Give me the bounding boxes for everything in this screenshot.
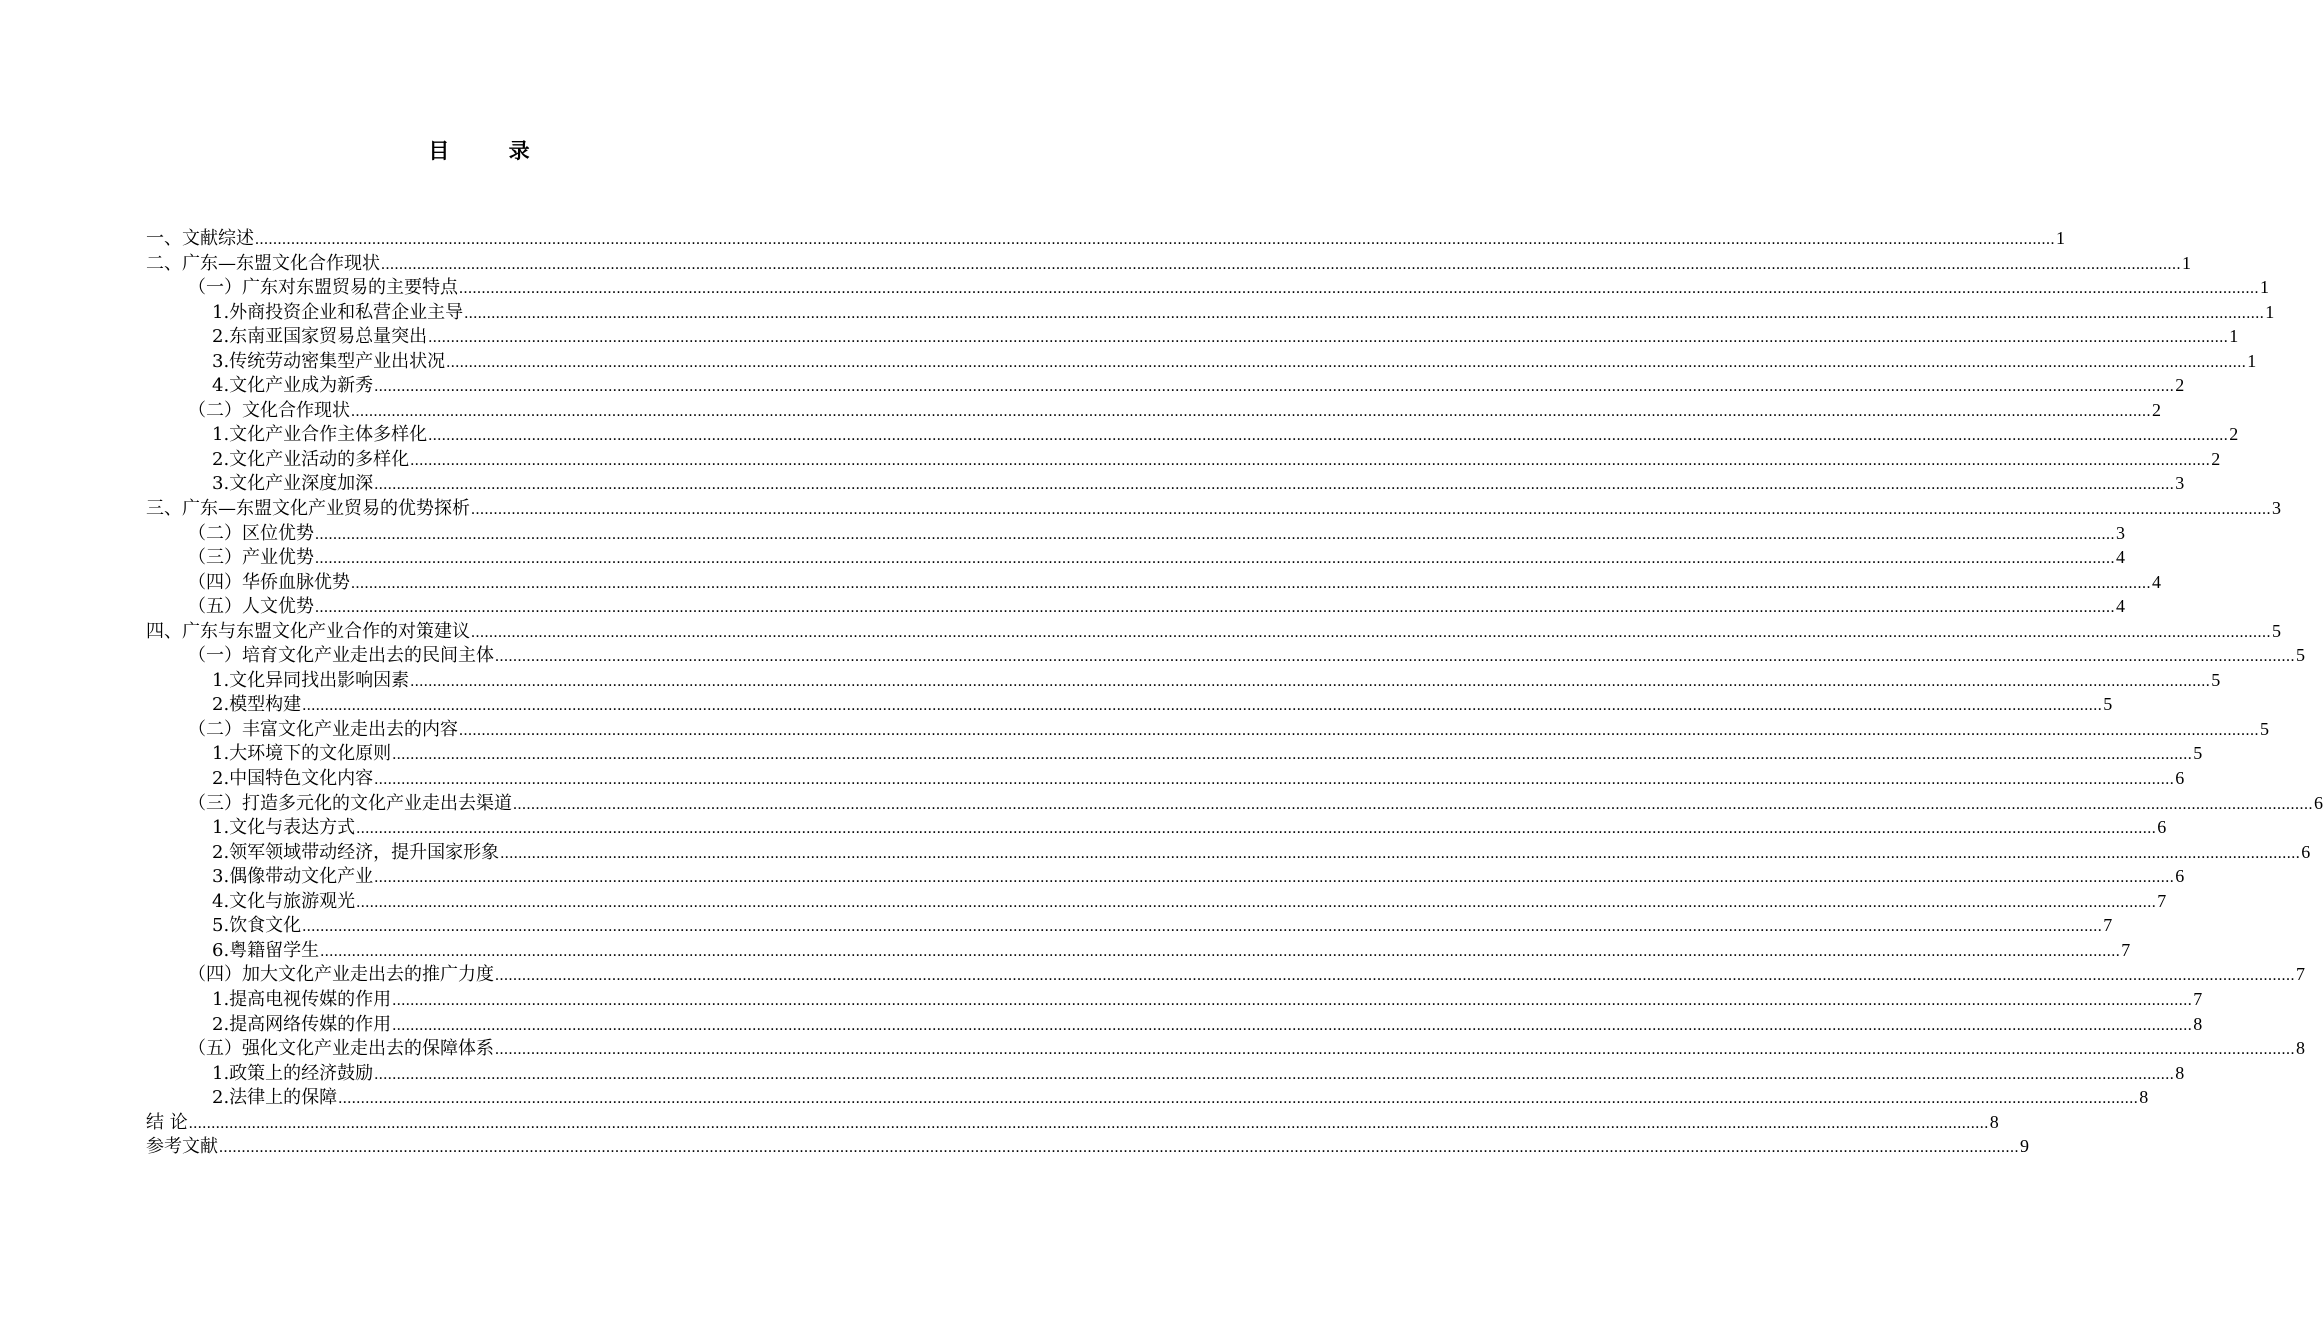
toc-entry-page: 5	[2211, 669, 2221, 690]
toc-entry[interactable]	[146, 668, 2221, 693]
toc-entry-page: 8	[2296, 1038, 2305, 1059]
toc-dot-leader: ................................................................................................................................................................................................................................................................................................................................................................................................................	[255, 231, 2055, 248]
toc-dot-leader: ................................................................................................................................................................................................................................................................................................................................................................................................................	[315, 599, 2115, 617]
toc-entry[interactable]	[146, 864, 2185, 889]
toc-entry-page: 7	[2296, 964, 2305, 985]
toc-dot-leader: ................................................................................................................................................................................................................................................................................................................................................................................................................	[219, 1139, 2019, 1157]
toc-entry-page: 8	[2139, 1087, 2149, 1108]
toc-entry-label: 2.模型构建	[212, 694, 302, 716]
toc-entry-label: （二）文化合作现状	[188, 399, 350, 421]
toc-entry-label: 1.大环境下的文化原则	[212, 743, 392, 765]
toc-entry-page: 8	[2175, 1062, 2185, 1083]
toc-entry[interactable]	[146, 349, 2257, 374]
toc-entry-page: 1	[2247, 350, 2257, 371]
toc-entry-page: 6	[2314, 792, 2323, 813]
toc-entry-page: 2	[2211, 448, 2221, 469]
toc-entry-page: 6	[2175, 866, 2185, 887]
toc-entry-label: （二）丰富文化产业走出去的内容	[188, 718, 458, 740]
toc-entry-page: 1	[2182, 252, 2191, 273]
toc-entry-page: 5	[2193, 743, 2203, 764]
toc-entry-page: 4	[2116, 596, 2125, 617]
toc-entry[interactable]	[146, 1110, 1999, 1135]
toc-dot-leader: ................................................................................................................................................................................................................................................................................................................................................................................................................	[374, 869, 2175, 887]
toc-dot-leader: ................................................................................................................................................................................................................................................................................................................................................................................................................	[356, 893, 2157, 911]
toc-entry-page: 8	[1989, 1111, 1999, 1132]
toc-entry-label: 2.法律上的保障	[212, 1087, 338, 1109]
toc-entry-label: 1.政策上的经济鼓励	[212, 1062, 374, 1084]
toc-dot-leader: ................................................................................................................................................................................................................................................................................................................................................................................................................	[356, 820, 2157, 838]
toc-entry-label: 1.文化产业合作主体多样化	[212, 424, 428, 446]
toc-entry[interactable]	[146, 1012, 2203, 1037]
toc-entry-page: 5	[2272, 620, 2281, 641]
toc-entry-label: （二）区位优势	[188, 522, 314, 544]
toc-entry[interactable]	[146, 570, 2161, 595]
toc-dot-leader: ................................................................................................................................................................................................................................................................................................................................................................................................................	[315, 525, 2115, 543]
toc-entry[interactable]	[146, 275, 2269, 300]
toc-entry-page: 7	[2157, 890, 2167, 911]
toc-entry-label: 参考文献	[146, 1136, 218, 1158]
toc-entry-label: 4.文化产业成为新秀	[212, 375, 374, 397]
toc-entry-label: （一）广东对东盟贸易的主要特点	[188, 277, 458, 299]
toc-entry-page: 5	[2103, 694, 2113, 715]
toc-dot-leader: ................................................................................................................................................................................................................................................................................................................................................................................................................	[410, 451, 2211, 469]
toc-title: 目 录	[428, 138, 556, 163]
toc-dot-leader: ................................................................................................................................................................................................................................................................................................................................................................................................................	[428, 427, 2229, 445]
toc-dot-leader: ................................................................................................................................................................................................................................................................................................................................................................................................................	[495, 1041, 2295, 1059]
toc-entry-label: 6.粤籍留学生	[212, 939, 320, 961]
toc-dot-leader: ................................................................................................................................................................................................................................................................................................................................................................................................................	[495, 648, 2295, 666]
toc-entry[interactable]	[146, 496, 2281, 521]
toc-entry[interactable]	[146, 840, 2311, 865]
toc-entry[interactable]	[146, 913, 2113, 938]
toc-dot-leader: ................................................................................................................................................................................................................................................................................................................................................................................................................	[471, 501, 2271, 519]
toc-entry-label: （三）打造多元化的文化产业走出去渠道	[188, 792, 512, 814]
toc-dot-leader: ................................................................................................................................................................................................................................................................................................................................................................................................................	[320, 942, 2121, 960]
toc-dot-leader: ................................................................................................................................................................................................................................................................................................................................................................................................................	[374, 771, 2175, 789]
toc-entry-page: 1	[2260, 277, 2269, 298]
toc-entry-label: 四、广东与东盟文化产业合作的对策建议	[146, 620, 470, 642]
toc-dot-leader: ................................................................................................................................................................................................................................................................................................................................................................................................................	[459, 280, 2259, 298]
toc-entry-label: 3.偶像带动文化产业	[212, 866, 374, 888]
table-of-contents	[146, 226, 2323, 1159]
toc-dot-leader: ................................................................................................................................................................................................................................................................................................................................................................................................................	[446, 353, 2247, 371]
toc-entry-label: 二、广东—东盟文化合作现状	[146, 252, 380, 274]
toc-entry-label: 1.文化异同找出影响因素	[212, 669, 410, 691]
toc-entry[interactable]	[146, 1085, 2149, 1110]
toc-entry-page: 3	[2272, 498, 2281, 519]
toc-entry[interactable]	[146, 447, 2221, 472]
toc-entry-label: 4.文化与旅游观光	[212, 890, 356, 912]
toc-entry[interactable]	[146, 791, 2323, 816]
toc-dot-leader: ................................................................................................................................................................................................................................................................................................................................................................................................................	[374, 378, 2175, 396]
toc-entry[interactable]	[146, 521, 2125, 546]
toc-entry-label: （四）加大文化产业走出去的推广力度	[188, 964, 494, 986]
toc-entry[interactable]	[146, 300, 2275, 325]
toc-entry[interactable]	[146, 889, 2167, 914]
toc-dot-leader: ................................................................................................................................................................................................................................................................................................................................................................................................................	[374, 476, 2175, 494]
toc-entry-page: 6	[2175, 768, 2185, 789]
toc-entry-page: 1	[2056, 228, 2065, 248]
toc-entry-page: 6	[2301, 841, 2311, 862]
toc-entry-label: 2.东南亚国家贸易总量突出	[212, 326, 428, 348]
toc-entry-page: 5	[2296, 645, 2305, 666]
toc-dot-leader: ................................................................................................................................................................................................................................................................................................................................................................................................................	[351, 574, 2151, 592]
toc-entry-label: （五）强化文化产业走出去的保障体系	[188, 1038, 494, 1060]
toc-entry-label: （一）培育文化产业走出去的民间主体	[188, 645, 494, 667]
toc-entry-page: 4	[2116, 547, 2125, 568]
toc-entry-label: 2.提高网络传媒的作用	[212, 1013, 392, 1035]
toc-entry-label: 5.饮食文化	[212, 915, 302, 937]
toc-entry[interactable]	[146, 251, 2191, 276]
toc-entry-page: 7	[2103, 915, 2113, 936]
toc-entry-page: 2	[2152, 399, 2161, 420]
toc-entry-label: 结 论	[146, 1111, 188, 1133]
toc-dot-leader: ................................................................................................................................................................................................................................................................................................................................................................................................................	[464, 304, 2265, 322]
toc-entry-page: 7	[2193, 988, 2203, 1009]
toc-entry[interactable]	[146, 226, 2065, 251]
toc-dot-leader: ................................................................................................................................................................................................................................................................................................................................................................................................................	[374, 1065, 2175, 1083]
toc-dot-leader: ................................................................................................................................................................................................................................................................................................................................................................................................................	[428, 329, 2229, 347]
toc-entry[interactable]	[146, 422, 2239, 447]
toc-entry-label: 2.文化产业活动的多样化	[212, 448, 410, 470]
toc-entry-page: 1	[2229, 326, 2239, 347]
toc-dot-leader: ................................................................................................................................................................................................................................................................................................................................................................................................................	[381, 255, 2181, 273]
toc-dot-leader: ................................................................................................................................................................................................................................................................................................................................................................................................................	[500, 844, 2301, 862]
toc-entry-page: 2	[2175, 375, 2185, 396]
toc-dot-leader: ................................................................................................................................................................................................................................................................................................................................................................................................................	[338, 1090, 2139, 1108]
toc-dot-leader: ................................................................................................................................................................................................................................................................................................................................................................................................................	[513, 795, 2313, 813]
toc-entry[interactable]	[146, 938, 2131, 963]
toc-entry[interactable]	[146, 987, 2203, 1012]
toc-entry-page: 9	[2020, 1136, 2029, 1157]
toc-entry-page: 8	[2193, 1013, 2203, 1034]
toc-entry-label: 2.领军领域带动经济，提升国家形象	[212, 841, 500, 863]
toc-dot-leader: ................................................................................................................................................................................................................................................................................................................................................................................................................	[315, 550, 2115, 568]
toc-entry[interactable]	[146, 1134, 2029, 1159]
toc-dot-leader: ................................................................................................................................................................................................................................................................................................................................................................................................................	[392, 991, 2193, 1009]
toc-entry[interactable]	[146, 1036, 2305, 1061]
toc-entry-page: 5	[2260, 718, 2269, 739]
toc-dot-leader: ................................................................................................................................................................................................................................................................................................................................................................................................................	[410, 672, 2211, 690]
toc-entry[interactable]	[146, 815, 2167, 840]
toc-entry-label: （五）人文优势	[188, 596, 314, 618]
toc-entry-label: 三、广东—东盟文化产业贸易的优势探析	[146, 498, 470, 520]
toc-entry[interactable]	[146, 324, 2239, 349]
toc-entry-page: 7	[2121, 939, 2131, 960]
toc-dot-leader: ................................................................................................................................................................................................................................................................................................................................................................................................................	[302, 918, 2103, 936]
toc-entry-label: 1.外商投资企业和私营企业主导	[212, 301, 464, 323]
toc-entry[interactable]	[146, 766, 2185, 791]
toc-entry-label: （四）华侨血脉优势	[188, 571, 350, 593]
toc-entry[interactable]	[146, 471, 2185, 496]
toc-entry[interactable]	[146, 594, 2125, 619]
toc-entry-page: 2	[2229, 424, 2239, 445]
toc-dot-leader: ................................................................................................................................................................................................................................................................................................................................................................................................................	[188, 1114, 1989, 1132]
toc-entry[interactable]	[146, 643, 2305, 668]
toc-entry[interactable]	[146, 741, 2203, 766]
toc-entry-page: 3	[2175, 473, 2185, 494]
toc-entry-label: （三）产业优势	[188, 547, 314, 569]
toc-entry[interactable]	[146, 692, 2113, 717]
toc-entry-page: 4	[2152, 571, 2161, 592]
toc-entry[interactable]	[146, 619, 2281, 644]
toc-entry-label: 一、文献综述	[146, 228, 254, 249]
toc-entry-page: 1	[2265, 301, 2275, 322]
toc-dot-leader: ................................................................................................................................................................................................................................................................................................................................................................................................................	[392, 746, 2193, 764]
toc-entry-label: 1.提高电视传媒的作用	[212, 988, 392, 1010]
toc-dot-leader: ................................................................................................................................................................................................................................................................................................................................................................................................................	[302, 697, 2103, 715]
toc-entry[interactable]	[146, 1061, 2185, 1086]
toc-entry[interactable]	[146, 373, 2185, 398]
toc-entry-page: 6	[2157, 817, 2167, 838]
toc-entry-label: 3.传统劳动密集型产业出状况	[212, 350, 446, 372]
toc-entry-label: 2.中国特色文化内容	[212, 768, 374, 790]
toc-entry-page: 3	[2116, 522, 2125, 543]
toc-entry[interactable]	[146, 398, 2161, 423]
toc-entry[interactable]	[146, 545, 2125, 570]
toc-entry[interactable]	[146, 962, 2305, 987]
toc-entry[interactable]	[146, 717, 2269, 742]
toc-entry-label: 3.文化产业深度加深	[212, 473, 374, 495]
toc-dot-leader: ................................................................................................................................................................................................................................................................................................................................................................................................................	[351, 402, 2151, 420]
toc-dot-leader: ................................................................................................................................................................................................................................................................................................................................................................................................................	[495, 967, 2295, 985]
toc-dot-leader: ................................................................................................................................................................................................................................................................................................................................................................................................................	[459, 721, 2259, 739]
toc-entry-label: 1.文化与表达方式	[212, 817, 356, 839]
toc-dot-leader: ................................................................................................................................................................................................................................................................................................................................................................................................................	[471, 623, 2271, 641]
toc-dot-leader: ................................................................................................................................................................................................................................................................................................................................................................................................................	[392, 1016, 2193, 1034]
